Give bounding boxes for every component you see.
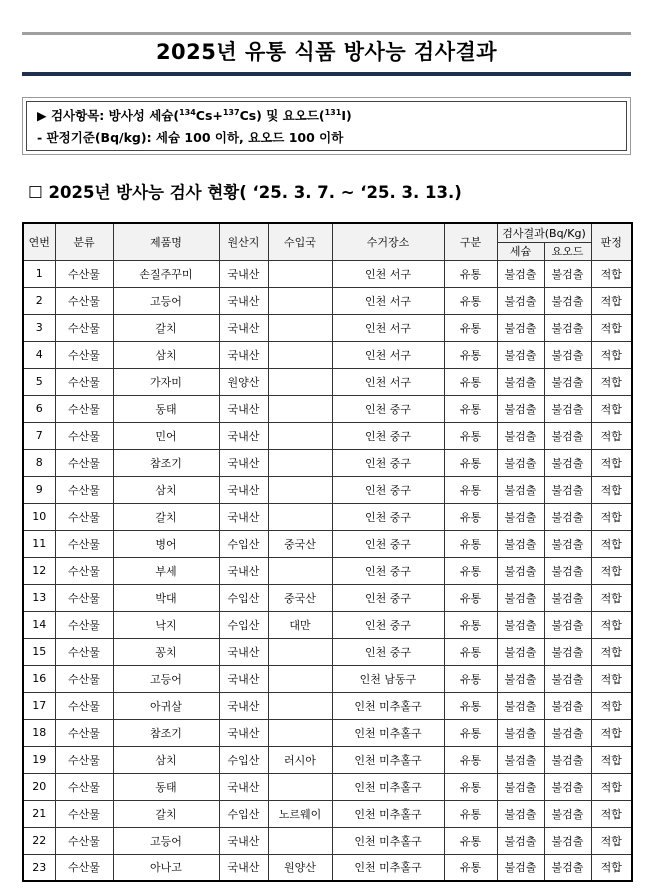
cell-origin: 수입산 [219, 530, 268, 557]
cell-category: 수산물 [55, 719, 113, 746]
cell-product: 참조기 [113, 719, 219, 746]
table-row [23, 314, 632, 341]
header-no: 연번 [23, 223, 55, 260]
cell-product: 아귀살 [113, 692, 219, 719]
cell-origin: 국내산 [219, 341, 268, 368]
cell-type: 유통 [444, 476, 497, 503]
cell-verdict: 적합 [591, 314, 632, 341]
cell-no: 14 [23, 611, 55, 638]
cell-import-country: 중국산 [268, 530, 332, 557]
cell-import-country: 노르웨이 [268, 800, 332, 827]
cell-verdict: 적합 [591, 287, 632, 314]
cell-iodine: 불검출 [544, 827, 591, 854]
cell-no: 2 [23, 287, 55, 314]
cell-type: 유통 [444, 746, 497, 773]
cell-type: 유통 [444, 503, 497, 530]
cell-no: 12 [23, 557, 55, 584]
cell-type: 유통 [444, 773, 497, 800]
cell-origin: 국내산 [219, 449, 268, 476]
cell-iodine: 불검출 [544, 719, 591, 746]
cell-iodine: 불검출 [544, 395, 591, 422]
cell-iodine: 불검출 [544, 746, 591, 773]
header-location: 수거장소 [332, 223, 444, 260]
cell-import-country [268, 368, 332, 395]
cell-no: 7 [23, 422, 55, 449]
table-row [23, 773, 632, 800]
cell-location: 인천 미추홀구 [332, 719, 444, 746]
cell-category: 수산물 [55, 800, 113, 827]
cell-no: 21 [23, 800, 55, 827]
cell-type: 유통 [444, 422, 497, 449]
cell-type: 유통 [444, 368, 497, 395]
cell-import-country [268, 341, 332, 368]
cell-location: 인천 미추홀구 [332, 827, 444, 854]
cell-cesium: 불검출 [497, 314, 544, 341]
cell-product: 손질주꾸미 [113, 260, 219, 287]
cell-location: 인천 서구 [332, 287, 444, 314]
cell-iodine: 불검출 [544, 314, 591, 341]
cell-category: 수산물 [55, 503, 113, 530]
cell-category: 수산물 [55, 314, 113, 341]
cell-type: 유통 [444, 314, 497, 341]
cell-type: 유통 [444, 692, 497, 719]
cell-location: 인천 미추홀구 [332, 773, 444, 800]
cell-iodine: 불검출 [544, 557, 591, 584]
cell-cesium: 불검출 [497, 341, 544, 368]
cell-type: 유통 [444, 638, 497, 665]
cell-location: 인천 서구 [332, 368, 444, 395]
cell-iodine: 불검출 [544, 260, 591, 287]
cell-no: 4 [23, 341, 55, 368]
cell-cesium: 불검출 [497, 395, 544, 422]
cell-category: 수산물 [55, 260, 113, 287]
cell-import-country [268, 665, 332, 692]
cell-location: 인천 중구 [332, 503, 444, 530]
cell-origin: 국내산 [219, 773, 268, 800]
cell-type: 유통 [444, 719, 497, 746]
cell-product: 고등어 [113, 665, 219, 692]
cell-product: 삼치 [113, 341, 219, 368]
header-category: 분류 [55, 223, 113, 260]
cell-location: 인천 중구 [332, 611, 444, 638]
cell-iodine: 불검출 [544, 530, 591, 557]
cell-iodine: 불검출 [544, 422, 591, 449]
cell-category: 수산물 [55, 584, 113, 611]
test-items-mid2: Cs) 및 요오드( [239, 108, 325, 123]
table-row [23, 611, 632, 638]
cell-verdict: 적합 [591, 422, 632, 449]
cell-origin: 수입산 [219, 584, 268, 611]
page-title: 2025년 유통 식품 방사능 검사결과 [155, 40, 498, 64]
cell-no: 9 [23, 476, 55, 503]
cell-type: 유통 [444, 395, 497, 422]
cell-import-country [268, 260, 332, 287]
cell-no: 10 [23, 503, 55, 530]
cell-location: 인천 남동구 [332, 665, 444, 692]
cell-no: 15 [23, 638, 55, 665]
cell-category: 수산물 [55, 476, 113, 503]
cell-product: 갈치 [113, 314, 219, 341]
cell-iodine: 불검출 [544, 800, 591, 827]
cell-location: 인천 미추홀구 [332, 692, 444, 719]
cell-type: 유통 [444, 584, 497, 611]
cell-product: 삼치 [113, 476, 219, 503]
cell-cesium: 불검출 [497, 557, 544, 584]
cell-cesium: 불검출 [497, 449, 544, 476]
cell-location: 인천 미추홀구 [332, 746, 444, 773]
cell-verdict: 적합 [591, 530, 632, 557]
info-box [22, 97, 631, 155]
cell-origin: 국내산 [219, 827, 268, 854]
cell-product: 낙지 [113, 611, 219, 638]
cell-cesium: 불검출 [497, 800, 544, 827]
cell-location: 인천 미추홀구 [332, 800, 444, 827]
cell-origin: 국내산 [219, 692, 268, 719]
cell-cesium: 불검출 [497, 665, 544, 692]
cell-verdict: 적합 [591, 503, 632, 530]
cell-cesium: 불검출 [497, 854, 544, 881]
cell-category: 수산물 [55, 287, 113, 314]
cell-location: 인천 중구 [332, 395, 444, 422]
cell-iodine: 불검출 [544, 665, 591, 692]
cell-verdict: 적합 [591, 665, 632, 692]
cell-import-country [268, 449, 332, 476]
cell-category: 수산물 [55, 746, 113, 773]
cell-category: 수산물 [55, 854, 113, 881]
cell-verdict: 적합 [591, 449, 632, 476]
cell-no: 19 [23, 746, 55, 773]
cell-type: 유통 [444, 341, 497, 368]
cell-category: 수산물 [55, 422, 113, 449]
cell-origin: 국내산 [219, 503, 268, 530]
cell-category: 수산물 [55, 611, 113, 638]
cell-iodine: 불검출 [544, 773, 591, 800]
test-items-suffix: I) [341, 108, 352, 123]
cell-product: 가자미 [113, 368, 219, 395]
cell-no: 20 [23, 773, 55, 800]
cell-iodine: 불검출 [544, 638, 591, 665]
cell-origin: 국내산 [219, 665, 268, 692]
cell-product: 꽁치 [113, 638, 219, 665]
cell-cesium: 불검출 [497, 422, 544, 449]
cell-iodine: 불검출 [544, 503, 591, 530]
header-cesium: 세슘 [497, 242, 544, 260]
table-header [23, 223, 632, 260]
test-items-line [37, 108, 352, 124]
cell-no: 11 [23, 530, 55, 557]
header-origin: 원산지 [219, 223, 268, 260]
cell-origin: 국내산 [219, 557, 268, 584]
cell-type: 유통 [444, 530, 497, 557]
cell-no: 8 [23, 449, 55, 476]
cell-import-country [268, 395, 332, 422]
cell-location: 인천 중구 [332, 422, 444, 449]
cell-type: 유통 [444, 449, 497, 476]
cell-cesium: 불검출 [497, 260, 544, 287]
cell-location: 인천 서구 [332, 314, 444, 341]
cell-import-country [268, 476, 332, 503]
cell-cesium: 불검출 [497, 692, 544, 719]
cell-cesium: 불검출 [497, 827, 544, 854]
cell-iodine: 불검출 [544, 368, 591, 395]
table-row [23, 746, 632, 773]
cell-no: 17 [23, 692, 55, 719]
cell-verdict: 적합 [591, 368, 632, 395]
header-product: 제품명 [113, 223, 219, 260]
cell-product: 삼치 [113, 746, 219, 773]
cell-import-country [268, 287, 332, 314]
cell-cesium: 불검출 [497, 611, 544, 638]
cell-product: 동태 [113, 395, 219, 422]
table-row [23, 692, 632, 719]
cell-iodine: 불검출 [544, 692, 591, 719]
table-row [23, 638, 632, 665]
cell-origin: 수입산 [219, 800, 268, 827]
cell-no: 6 [23, 395, 55, 422]
cs134-mass-number: 134 [179, 108, 196, 117]
cell-origin: 수입산 [219, 746, 268, 773]
table-row [23, 287, 632, 314]
cell-cesium: 불검출 [497, 719, 544, 746]
cell-import-country [268, 827, 332, 854]
cell-no: 22 [23, 827, 55, 854]
cell-cesium: 불검출 [497, 287, 544, 314]
cell-location: 인천 중구 [332, 557, 444, 584]
cell-verdict: 적합 [591, 854, 632, 881]
cell-cesium: 불검출 [497, 773, 544, 800]
title-underline [22, 72, 631, 76]
section-heading: ☐ 2025년 방사능 검사 현황( ‘25. 3. 7. ~ ‘25. 3. 13.) [28, 183, 462, 202]
cell-import-country [268, 638, 332, 665]
table-row [23, 341, 632, 368]
cell-no: 18 [23, 719, 55, 746]
cell-no: 23 [23, 854, 55, 881]
cell-product: 아나고 [113, 854, 219, 881]
cell-iodine: 불검출 [544, 611, 591, 638]
cell-type: 유통 [444, 260, 497, 287]
cell-location: 인천 중구 [332, 449, 444, 476]
cs137-mass-number: 137 [222, 108, 240, 117]
cell-cesium: 불검출 [497, 638, 544, 665]
cell-origin: 수입산 [219, 611, 268, 638]
cell-verdict: 적합 [591, 395, 632, 422]
cell-no: 13 [23, 584, 55, 611]
cell-verdict: 적합 [591, 746, 632, 773]
cell-category: 수산물 [55, 692, 113, 719]
cell-origin: 국내산 [219, 422, 268, 449]
cell-type: 유통 [444, 854, 497, 881]
table-row [23, 557, 632, 584]
cell-verdict: 적합 [591, 692, 632, 719]
cell-no: 16 [23, 665, 55, 692]
cell-origin: 원양산 [219, 368, 268, 395]
results-table [22, 222, 633, 882]
cell-origin: 국내산 [219, 314, 268, 341]
cell-product: 부세 [113, 557, 219, 584]
cell-category: 수산물 [55, 368, 113, 395]
cell-type: 유통 [444, 287, 497, 314]
cell-product: 참조기 [113, 449, 219, 476]
cell-category: 수산물 [55, 530, 113, 557]
cell-origin: 국내산 [219, 395, 268, 422]
cell-iodine: 불검출 [544, 854, 591, 881]
cell-iodine: 불검출 [544, 476, 591, 503]
cell-import-country [268, 503, 332, 530]
cell-product: 갈치 [113, 800, 219, 827]
cell-no: 1 [23, 260, 55, 287]
table-row [23, 530, 632, 557]
cell-iodine: 불검출 [544, 449, 591, 476]
cell-product: 박대 [113, 584, 219, 611]
cell-category: 수산물 [55, 665, 113, 692]
cell-category: 수산물 [55, 773, 113, 800]
table-row [23, 395, 632, 422]
table-row [23, 368, 632, 395]
header-result-group: 검사결과(Bq/Kg) [497, 223, 591, 242]
table-row [23, 584, 632, 611]
cell-origin: 국내산 [219, 719, 268, 746]
table-body [23, 260, 632, 881]
table-row [23, 449, 632, 476]
cell-iodine: 불검출 [544, 287, 591, 314]
cell-product: 민어 [113, 422, 219, 449]
table-row [23, 422, 632, 449]
cell-location: 인천 중구 [332, 530, 444, 557]
cell-cesium: 불검출 [497, 476, 544, 503]
top-rule [22, 32, 631, 35]
cell-type: 유통 [444, 665, 497, 692]
cell-verdict: 적합 [591, 800, 632, 827]
cell-origin: 국내산 [219, 476, 268, 503]
header-iodine: 요오드 [544, 242, 591, 260]
cell-origin: 국내산 [219, 260, 268, 287]
cell-verdict: 적합 [591, 341, 632, 368]
cell-type: 유통 [444, 611, 497, 638]
cell-origin: 국내산 [219, 854, 268, 881]
cell-verdict: 적합 [591, 476, 632, 503]
cell-verdict: 적합 [591, 827, 632, 854]
i131-mass-number: 131 [324, 108, 342, 117]
cell-product: 동태 [113, 773, 219, 800]
table-row [23, 719, 632, 746]
cell-no: 5 [23, 368, 55, 395]
cell-import-country [268, 557, 332, 584]
cell-import-country [268, 422, 332, 449]
table-row [23, 854, 632, 881]
cell-verdict: 적합 [591, 719, 632, 746]
cell-verdict: 적합 [591, 611, 632, 638]
cell-type: 유통 [444, 800, 497, 827]
cell-verdict: 적합 [591, 557, 632, 584]
cell-location: 인천 서구 [332, 341, 444, 368]
cell-import-country: 대만 [268, 611, 332, 638]
cell-product: 갈치 [113, 503, 219, 530]
cell-location: 인천 중구 [332, 638, 444, 665]
cell-location: 인천 서구 [332, 260, 444, 287]
cell-product: 고등어 [113, 827, 219, 854]
cell-location: 인천 미추홀구 [332, 854, 444, 881]
table-row [23, 503, 632, 530]
cell-cesium: 불검출 [497, 530, 544, 557]
cell-import-country: 러시아 [268, 746, 332, 773]
cell-iodine: 불검출 [544, 584, 591, 611]
cell-category: 수산물 [55, 638, 113, 665]
cell-product: 고등어 [113, 287, 219, 314]
table-row [23, 476, 632, 503]
cell-import-country: 중국산 [268, 584, 332, 611]
cell-category: 수산물 [55, 557, 113, 584]
cell-iodine: 불검출 [544, 341, 591, 368]
header-type: 구분 [444, 223, 497, 260]
test-items-mid1: Cs+ [195, 108, 223, 123]
info-box-inner [26, 101, 627, 151]
cell-category: 수산물 [55, 341, 113, 368]
cell-import-country [268, 692, 332, 719]
header-import-country: 수입국 [268, 223, 332, 260]
cell-verdict: 적합 [591, 260, 632, 287]
cell-location: 인천 중구 [332, 476, 444, 503]
cell-import-country [268, 314, 332, 341]
table-row [23, 260, 632, 287]
cell-type: 유통 [444, 557, 497, 584]
cell-import-country [268, 773, 332, 800]
table-row [23, 827, 632, 854]
table-row [23, 800, 632, 827]
table-row [23, 665, 632, 692]
criteria-line: - 판정기준(Bq/kg): 세슘 100 이하, 요오드 100 이하 [37, 130, 344, 145]
cell-import-country [268, 719, 332, 746]
cell-category: 수산물 [55, 449, 113, 476]
test-items-prefix: ▶ 검사항목: 방사성 세슘( [37, 108, 180, 123]
cell-verdict: 적합 [591, 773, 632, 800]
cell-cesium: 불검출 [497, 584, 544, 611]
cell-verdict: 적합 [591, 584, 632, 611]
cell-origin: 국내산 [219, 287, 268, 314]
cell-location: 인천 중구 [332, 584, 444, 611]
cell-verdict: 적합 [591, 638, 632, 665]
cell-no: 3 [23, 314, 55, 341]
cell-import-country: 원양산 [268, 854, 332, 881]
cell-cesium: 불검출 [497, 368, 544, 395]
header-verdict: 판정 [591, 223, 632, 260]
cell-category: 수산물 [55, 827, 113, 854]
cell-origin: 국내산 [219, 638, 268, 665]
cell-category: 수산물 [55, 395, 113, 422]
cell-type: 유통 [444, 827, 497, 854]
cell-product: 병어 [113, 530, 219, 557]
cell-cesium: 불검출 [497, 503, 544, 530]
cell-cesium: 불검출 [497, 746, 544, 773]
